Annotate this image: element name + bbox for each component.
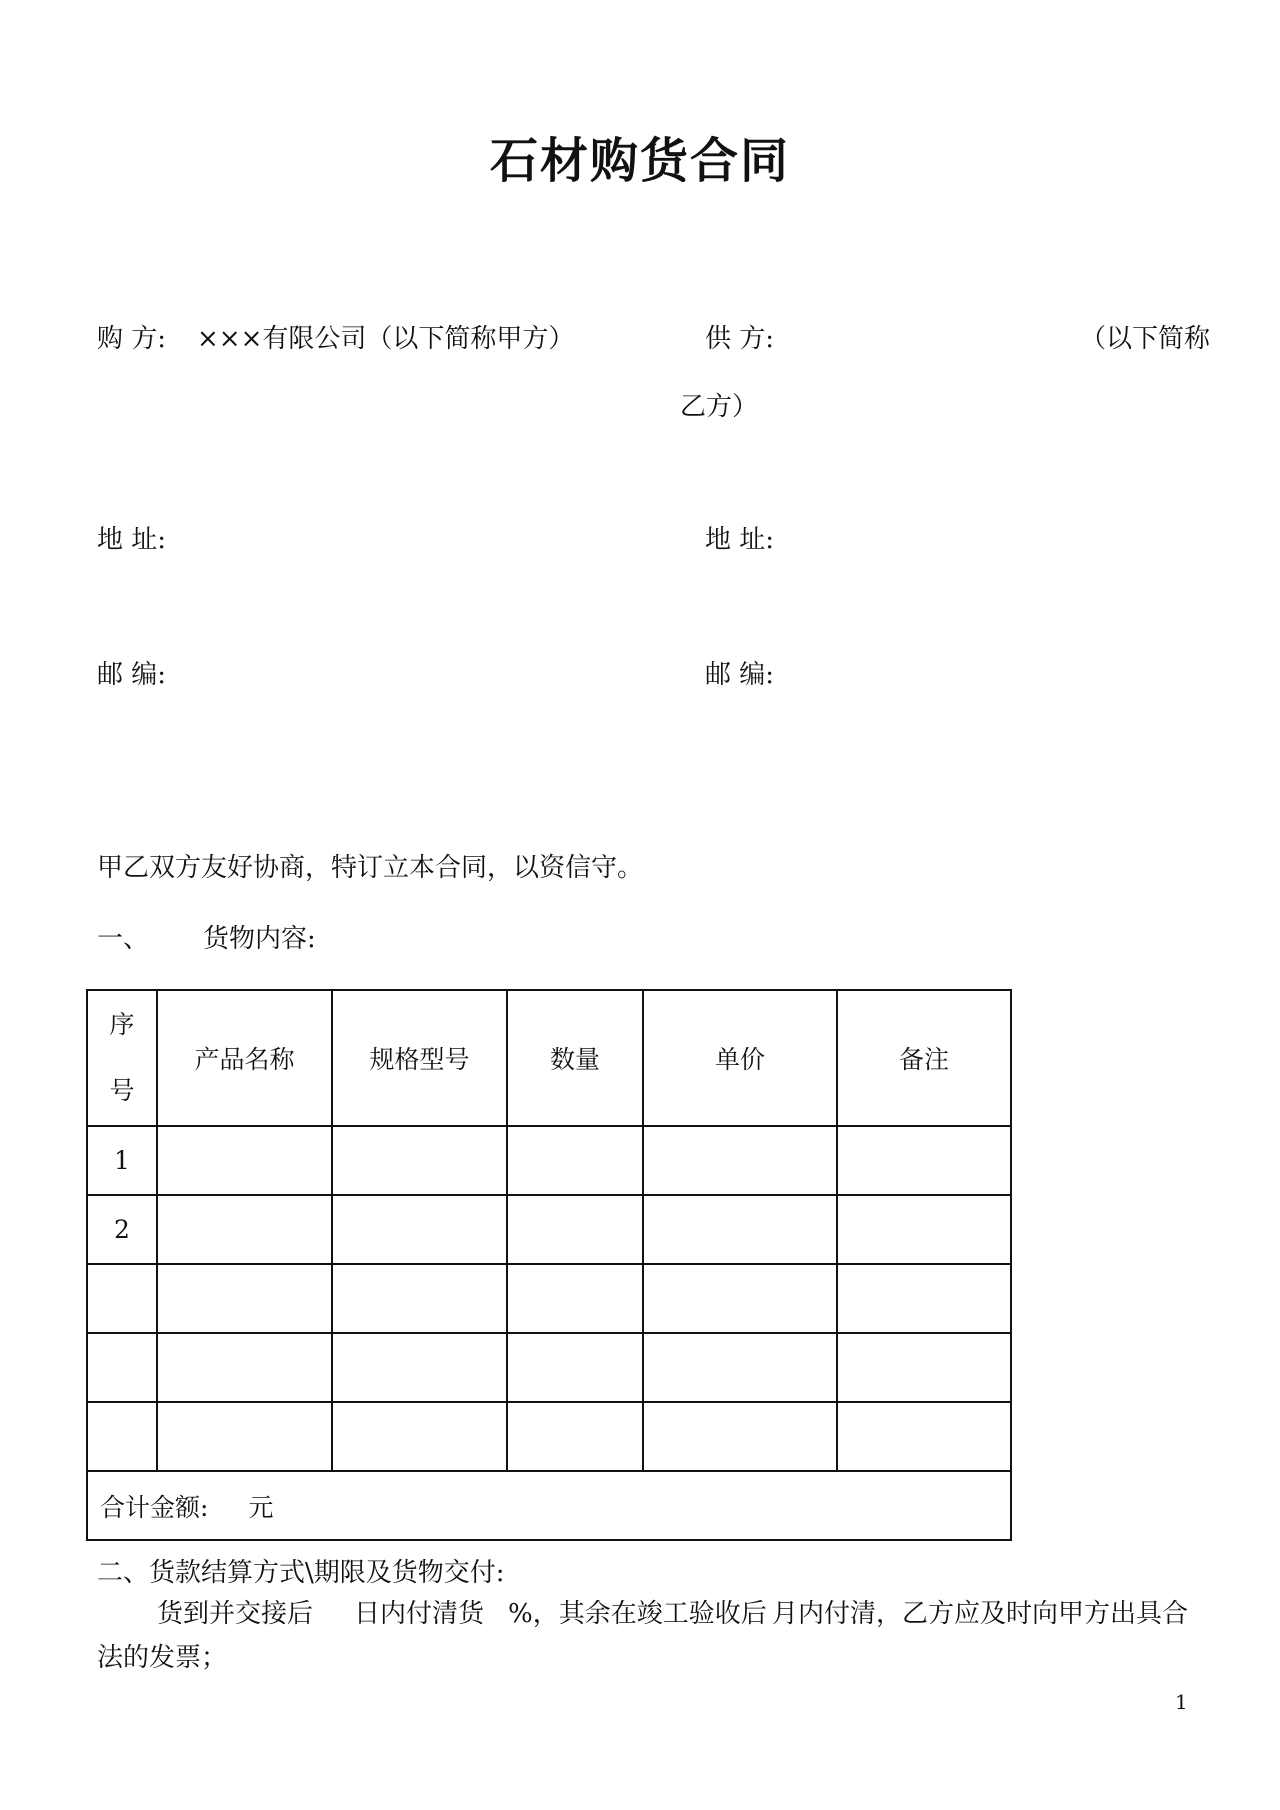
- cell: [507, 1264, 643, 1333]
- row-seq: 1: [87, 1126, 157, 1195]
- total-amount-label: 合计金额:: [100, 1492, 209, 1522]
- cell: [507, 1333, 643, 1402]
- cell: [507, 1126, 643, 1195]
- table-row: [87, 1195, 1011, 1264]
- section-2-text-e: 法的发票；: [97, 1643, 228, 1673]
- cell: [837, 1195, 1011, 1264]
- section-1-number: 一、: [97, 924, 150, 954]
- table-row: [87, 1126, 1011, 1195]
- cell: [332, 1402, 507, 1471]
- page-number: 1: [1175, 1690, 1188, 1714]
- table-row: [87, 1333, 1011, 1402]
- cell: [507, 1402, 643, 1471]
- postcode-label-buyer: 邮 编:: [97, 660, 167, 690]
- cell: [157, 1195, 332, 1264]
- cell: [837, 1126, 1011, 1195]
- supplier-suffix: （以下简称: [1080, 324, 1211, 354]
- section-2-text-d: 月内付清，乙方应及时向甲方出具合: [772, 1599, 1189, 1629]
- buyer-value: ×××有限公司（以下简称甲方）: [197, 324, 575, 354]
- header-note: 备注: [837, 990, 1011, 1126]
- header-unit-price: 单价: [643, 990, 837, 1126]
- row-seq: [87, 1333, 157, 1402]
- cell: [643, 1333, 837, 1402]
- section-1-title: 货物内容:: [203, 924, 316, 954]
- section-2-text-a: 货到并交接后: [157, 1599, 314, 1629]
- table-header-row: [87, 990, 1011, 1126]
- address-label-buyer: 地 址:: [97, 525, 167, 555]
- cell: [332, 1264, 507, 1333]
- section-2-text-c: %，其余在竣工验收后: [508, 1599, 767, 1629]
- cell: [643, 1126, 837, 1195]
- cell: [332, 1195, 507, 1264]
- header-seq: [87, 990, 157, 1126]
- table-row: [87, 1402, 1011, 1471]
- cell: [643, 1402, 837, 1471]
- goods-table: [86, 989, 1012, 1541]
- cell: [332, 1126, 507, 1195]
- header-quantity: 数量: [507, 990, 643, 1126]
- total-amount-unit: 元: [248, 1492, 274, 1522]
- table-total-row: [87, 1471, 1011, 1540]
- cell: [507, 1195, 643, 1264]
- cell: [157, 1402, 332, 1471]
- cell: [837, 1402, 1011, 1471]
- row-seq: 2: [87, 1195, 157, 1264]
- row-seq: [87, 1402, 157, 1471]
- address-label-supplier: 地 址:: [705, 525, 775, 555]
- cell: [157, 1126, 332, 1195]
- cell: [643, 1195, 837, 1264]
- header-spec: 规格型号: [332, 990, 507, 1126]
- row-seq: [87, 1264, 157, 1333]
- section-2-title: 二、货款结算方式\期限及货物交付:: [97, 1558, 505, 1588]
- cell: [837, 1264, 1011, 1333]
- supplier-label: 供 方:: [705, 324, 775, 354]
- cell: [643, 1264, 837, 1333]
- header-product-name: 产品名称: [157, 990, 332, 1126]
- buyer-label: 购 方:: [97, 324, 167, 354]
- postcode-label-supplier: 邮 编:: [705, 660, 775, 690]
- header-seq-b: 号: [109, 1076, 135, 1105]
- header-seq-a: 序: [109, 1010, 135, 1039]
- cell: [837, 1333, 1011, 1402]
- table-row: [87, 1264, 1011, 1333]
- section-2-text-b: 日内付清货: [354, 1599, 485, 1629]
- cell: [332, 1333, 507, 1402]
- intro-paragraph: 甲乙双方友好协商，特订立本合同，以资信守。: [97, 853, 644, 883]
- supplier-suffix-continued: 乙方）: [680, 392, 759, 422]
- total-cell: [87, 1471, 1011, 1540]
- document-title: 石材购货合同: [489, 133, 790, 189]
- cell: [157, 1264, 332, 1333]
- cell: [157, 1333, 332, 1402]
